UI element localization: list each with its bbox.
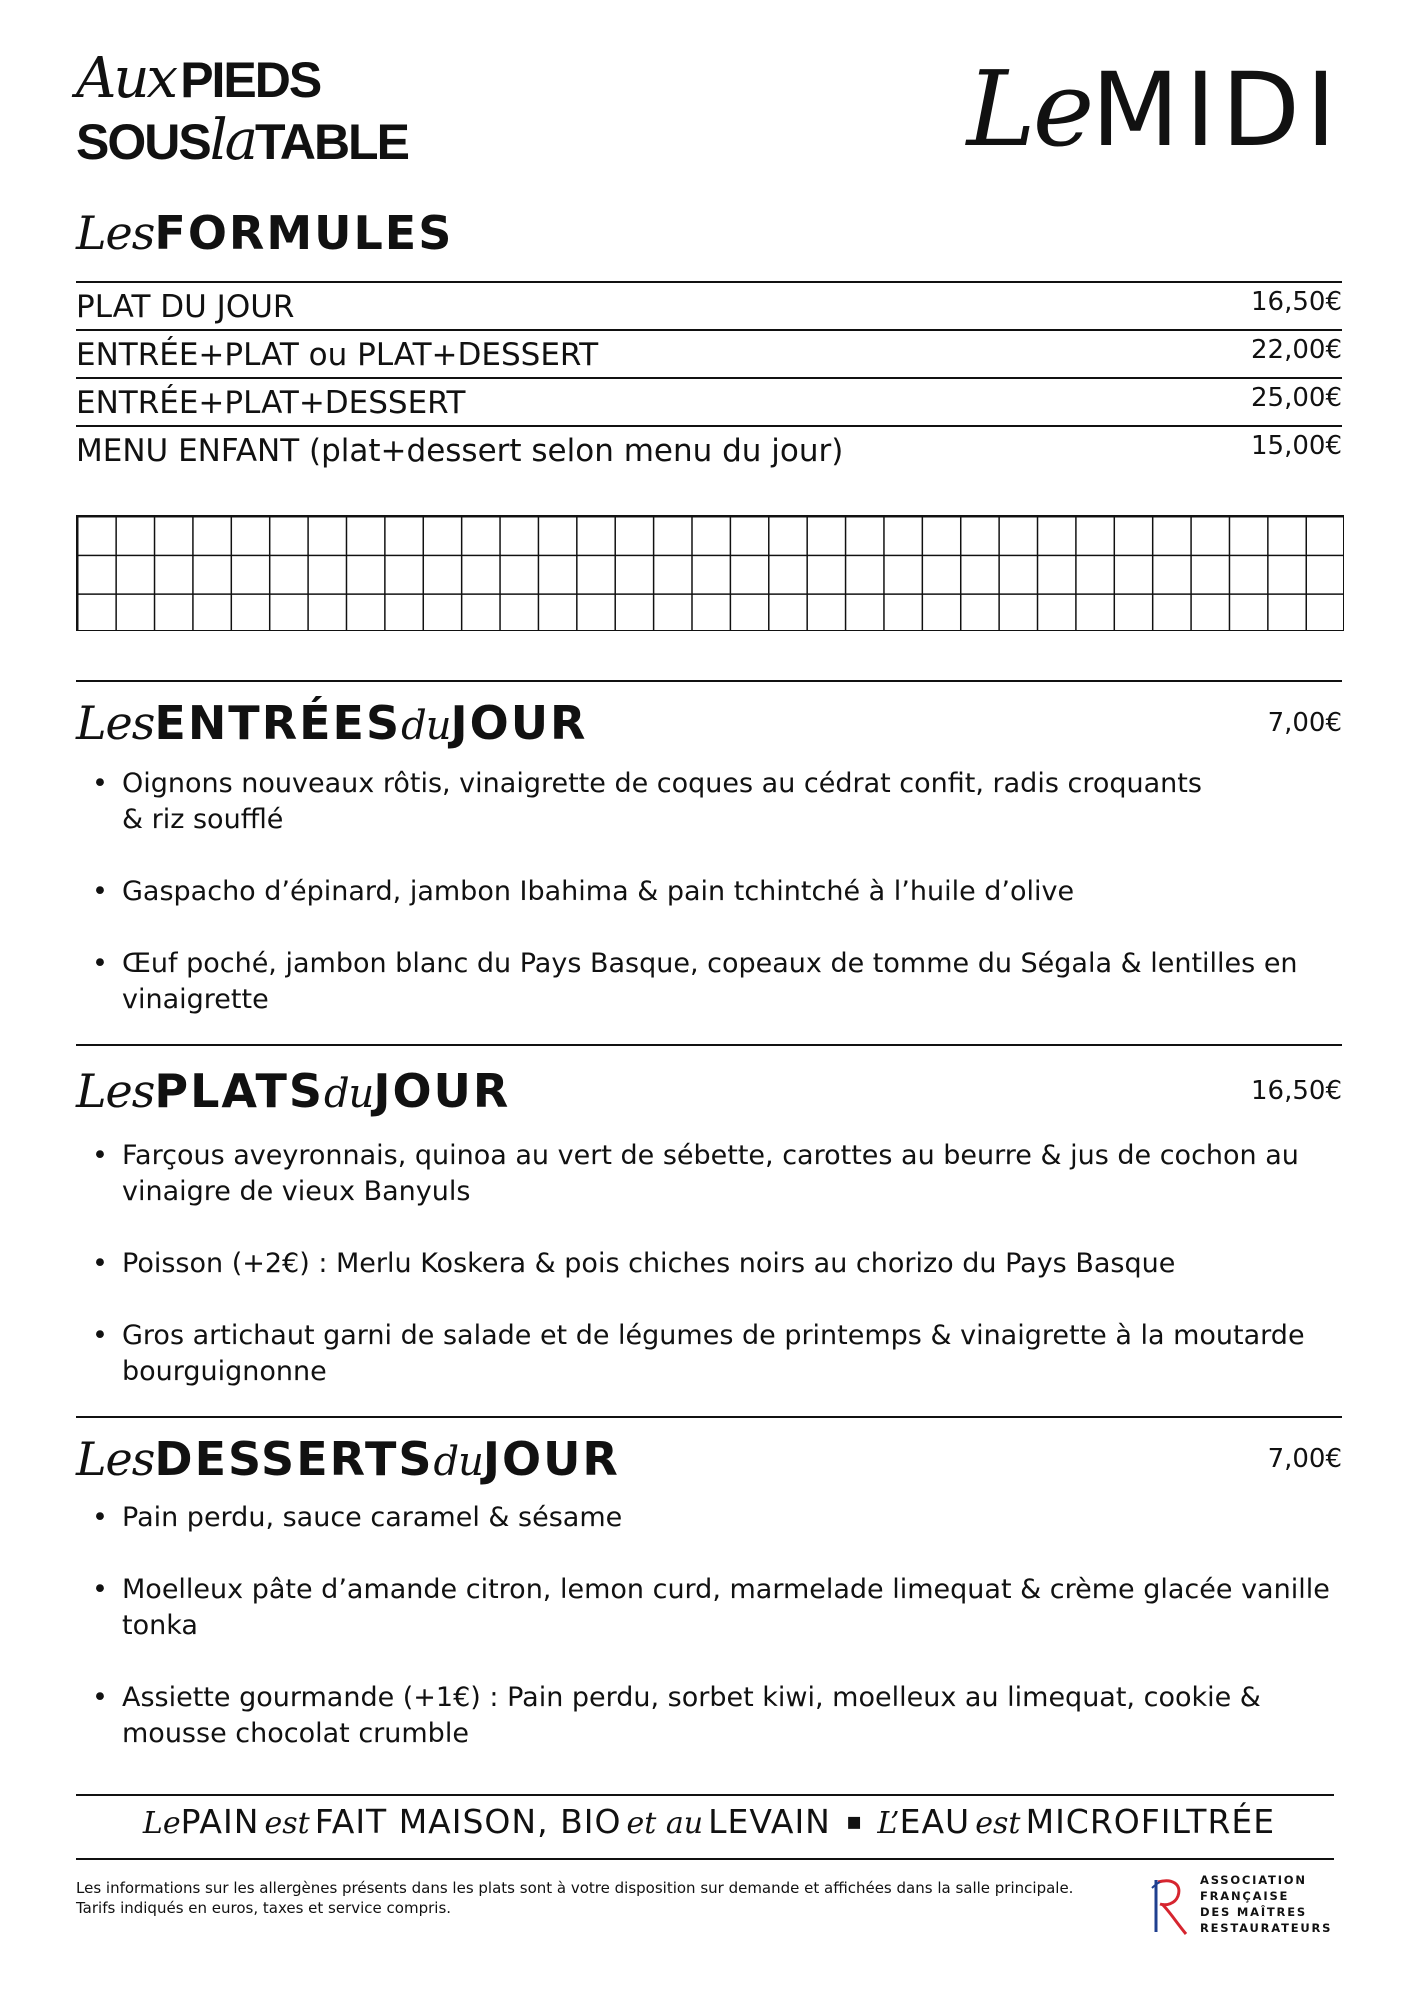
formules-heading — [76, 206, 453, 260]
desserts-heading — [76, 1432, 620, 1486]
association-line-3: DES MAÎTRES — [1200, 1905, 1307, 1919]
bullet-icon: • — [92, 1574, 108, 1605]
plat-text: Gros artichaut garni de salade et de légumes de printemps & vinaigrette à la moutarde bourguignonne — [122, 1320, 1305, 1387]
formule-price: 25,00€ — [1251, 383, 1342, 413]
list-item — [92, 1318, 1342, 1390]
plats-divider — [76, 1044, 1342, 1046]
tagline-bold-pain: PAIN — [180, 1802, 260, 1841]
plats-heading-script-du: du — [323, 1071, 374, 1117]
plat-text: Poisson (+2€) : Merlu Koskera & pois chiches noirs au chorizo du Pays Basque — [122, 1248, 1176, 1279]
formule-row — [76, 283, 1342, 329]
logo-bold-pieds: PIEDS — [180, 52, 321, 108]
association-name — [1200, 1872, 1332, 1936]
bullet-icon: • — [92, 1140, 108, 1171]
association-logo-icon — [1148, 1874, 1192, 1938]
formule-label: ENTRÉE+PLAT ou PLAT+DESSERT — [76, 337, 599, 373]
service-title-word: MIDI — [1091, 51, 1342, 170]
association-line-1: ASSOCIATION — [1200, 1873, 1307, 1887]
logo-script-aux: Aux — [76, 46, 176, 111]
list-item — [92, 1500, 1342, 1536]
entrees-heading-script: Les — [76, 696, 155, 750]
logo-line-1 — [76, 46, 320, 111]
entree-text: Oignons nouveaux rôtis, vinaigrette de coques au cédrat confit, radis croquants & riz soufflé — [122, 768, 1202, 835]
entrees-heading-bold-jour: JOUR — [450, 696, 588, 750]
entree-text: Œuf poché, jambon blanc du Pays Basque, copeaux de tomme du Ségala & lentilles en vinaigrette — [122, 948, 1298, 1015]
tagline-bold-eau: EAU — [899, 1802, 971, 1841]
formule-label: MENU ENFANT (plat+dessert selon menu du jour) — [76, 433, 844, 469]
entree-text: Gaspacho d’épinard, jambon Ibahima & pain tchintché à l’huile d’olive — [122, 876, 1075, 907]
list-item — [92, 1572, 1342, 1644]
bullet-icon: • — [92, 948, 108, 979]
tagline-bottom-divider — [76, 1858, 1334, 1860]
entrees-heading-bold: ENTRÉES — [154, 696, 402, 750]
restaurant-logo — [76, 46, 536, 176]
plats-heading — [76, 1064, 510, 1118]
formule-row — [76, 331, 1342, 377]
logo-script-la: la — [209, 108, 255, 173]
logo-bold-sous: SOUS — [76, 114, 210, 170]
allergen-note: Les informations sur les allergènes présents dans les plats sont à votre disposition sur demande et affichées dans la salle principale. — [76, 1879, 1074, 1897]
plats-heading-script: Les — [76, 1064, 155, 1118]
tagline-bold-microfiltree: MICROFILTRÉE — [1025, 1802, 1276, 1841]
service-title — [967, 48, 1342, 170]
notes-grid — [76, 515, 1344, 631]
desserts-heading-bold-jour: JOUR — [482, 1432, 620, 1486]
bullet-icon: • — [92, 876, 108, 907]
formules-heading-bold: FORMULES — [154, 206, 454, 260]
tagline — [76, 1794, 1342, 1858]
tagline-script-le: Le — [142, 1806, 181, 1841]
list-item — [92, 946, 1342, 1018]
plats-heading-bold: PLATS — [154, 1064, 324, 1118]
bullet-icon: • — [92, 1320, 108, 1351]
desserts-price: 7,00€ — [1267, 1444, 1342, 1474]
association-line-2: FRANÇAISE — [1200, 1889, 1290, 1903]
tagline-script-est-2: est — [975, 1806, 1021, 1841]
tagline-bold-levain: LEVAIN — [708, 1802, 831, 1841]
desserts-heading-script-du: du — [433, 1439, 483, 1485]
logo-bold-table: TABLE — [255, 114, 408, 170]
logo-line-2 — [76, 108, 408, 173]
association-badge — [1148, 1872, 1348, 1942]
plats-price: 16,50€ — [1251, 1076, 1342, 1106]
price-note: Tarifs indiqués en euros, taxes et service compris. — [76, 1899, 452, 1917]
bullet-icon: • — [92, 1502, 108, 1533]
list-item — [92, 1138, 1342, 1210]
formule-label: ENTRÉE+PLAT+DESSERT — [76, 385, 466, 421]
tagline-script-l: L’ — [877, 1806, 900, 1841]
formules-heading-script: Les — [76, 206, 155, 260]
separator-icon: ▪ — [845, 1807, 863, 1835]
entrees-divider — [76, 680, 1342, 682]
list-item — [92, 1246, 1342, 1282]
dessert-text: Moelleux pâte d’amande citron, lemon curd, marmelade limequat & crème glacée vanille tonka — [122, 1574, 1330, 1641]
dessert-text: Assiette gourmande (+1€) : Pain perdu, sorbet kiwi, moelleux au limequat, cookie & mousse chocolat crumble — [122, 1682, 1261, 1749]
formule-row — [76, 379, 1342, 425]
desserts-divider — [76, 1416, 1342, 1418]
formule-price: 22,00€ — [1251, 335, 1342, 365]
list-item — [92, 874, 1342, 910]
list-item — [92, 766, 1214, 838]
desserts-heading-bold: DESSERTS — [154, 1432, 434, 1486]
entrees-price: 7,00€ — [1267, 708, 1342, 738]
tagline-bold-fait-maison: FAIT MAISON, BIO — [314, 1802, 622, 1841]
formule-price: 15,00€ — [1251, 431, 1342, 461]
desserts-heading-script: Les — [76, 1432, 155, 1486]
formule-label: PLAT DU JOUR — [76, 289, 295, 325]
tagline-script-est: est — [264, 1806, 310, 1841]
association-line-4: RESTAURATEURS — [1200, 1921, 1333, 1935]
entrees-heading — [76, 696, 587, 750]
bullet-icon: • — [92, 1248, 108, 1279]
plat-text: Farçous aveyronnais, quinoa au vert de sébette, carottes au beurre & jus de cochon au vinaigre de vieux Banyuls — [122, 1140, 1299, 1207]
plats-heading-bold-jour: JOUR — [373, 1064, 511, 1118]
bullet-icon: • — [92, 768, 108, 799]
entrees-heading-script-du: du — [401, 703, 451, 749]
bullet-icon: • — [92, 1682, 108, 1713]
formule-row — [76, 427, 1342, 473]
list-item — [92, 1680, 1294, 1752]
formule-price: 16,50€ — [1251, 287, 1342, 317]
tagline-script-et-au: et au — [626, 1806, 704, 1841]
footer-notes — [76, 1878, 1136, 1918]
dessert-text: Pain perdu, sauce caramel & sésame — [122, 1502, 623, 1533]
service-title-script: Le — [966, 48, 1092, 170]
